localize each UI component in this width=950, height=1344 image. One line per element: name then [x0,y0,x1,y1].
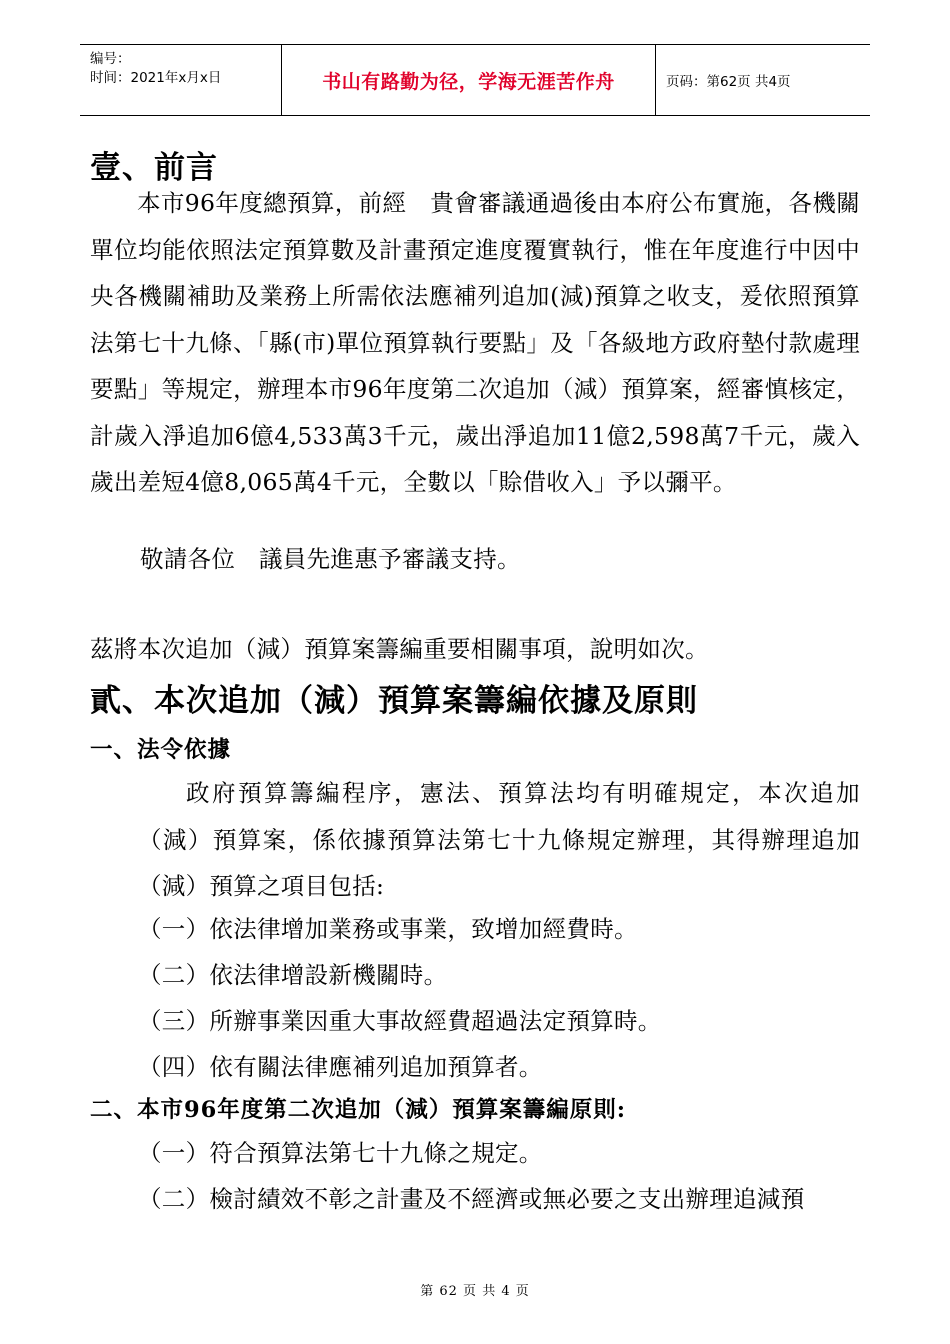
section-1-intro: 茲將本次追加（減）預算案籌編重要相關事項，說明如次。 [90,635,709,663]
page-footer: 第 62 页 共 4 页 [420,1284,530,1299]
date-label: 时间：2021年x月x日 [90,70,222,86]
document-header [80,44,870,116]
list-item: （四）依有關法律應補列追加預算者。 [138,1053,543,1081]
list-item: （二）檢討績效不彰之計畫及不經濟或無必要之支出辦理追減預 [138,1185,805,1213]
section-1-request: 敬請各位 議員先進惠予審議支持。 [140,545,521,573]
subsection-2-2-title: 二、本市96年度第二次追加（減）預算案籌編原則: [90,1097,627,1123]
header-meta [80,45,282,115]
header-page-label: 页码：第62页 共4页 [666,74,791,90]
header-motto: 书山有路勤为径，学海无涯苦作舟 [282,45,656,115]
subsection-2-1-paragraph: 政府預算籌編程序，憲法、預算法均有明確規定，本次追加（減）預算案，係依據預算法第七十九條規定辦理，其得辦理追加（減）預算之項目包括: [138,779,860,900]
list-item: （二）依法律增設新機關時。 [138,961,448,989]
section-1-paragraph: 本市96年度總預算，前經 貴會審議通過後由本府公布實施，各機關單位均能依照法定預算數及計畫預定進度覆實執行，惟在年度進行中因中央各機關補助及業務上所需依法應補列追加(減)預算之收支，爰依照預算法第七十九條、「縣(市)單位預算執行要點」及「各級地方政府墊付款處理要點」等規定，辦理本市96年度第二次追加（減）預算案，經審慎核定，計歲入淨追加6億4,533萬3千元，歲出淨追加11億2,598萬7千元，歲入歲出差短4億8,065萬4千元，全數以「賒借收入」予以彌平。 [90,189,860,496]
list-item: （一）依法律增加業務或事業，致增加經費時。 [138,915,638,943]
list-item: （一）符合預算法第七十九條之規定。 [138,1139,543,1167]
list-item: （三）所辦事業因重大事故經費超過法定預算時。 [138,1007,662,1035]
subsection-2-1-title: 一、法令依據 [90,737,232,763]
section-2-title: 貳、本次追加（減）預算案籌編依據及原則 [90,683,698,719]
number-label: 编号： [90,51,131,67]
section-1-title: 壹、前言 [90,150,218,186]
